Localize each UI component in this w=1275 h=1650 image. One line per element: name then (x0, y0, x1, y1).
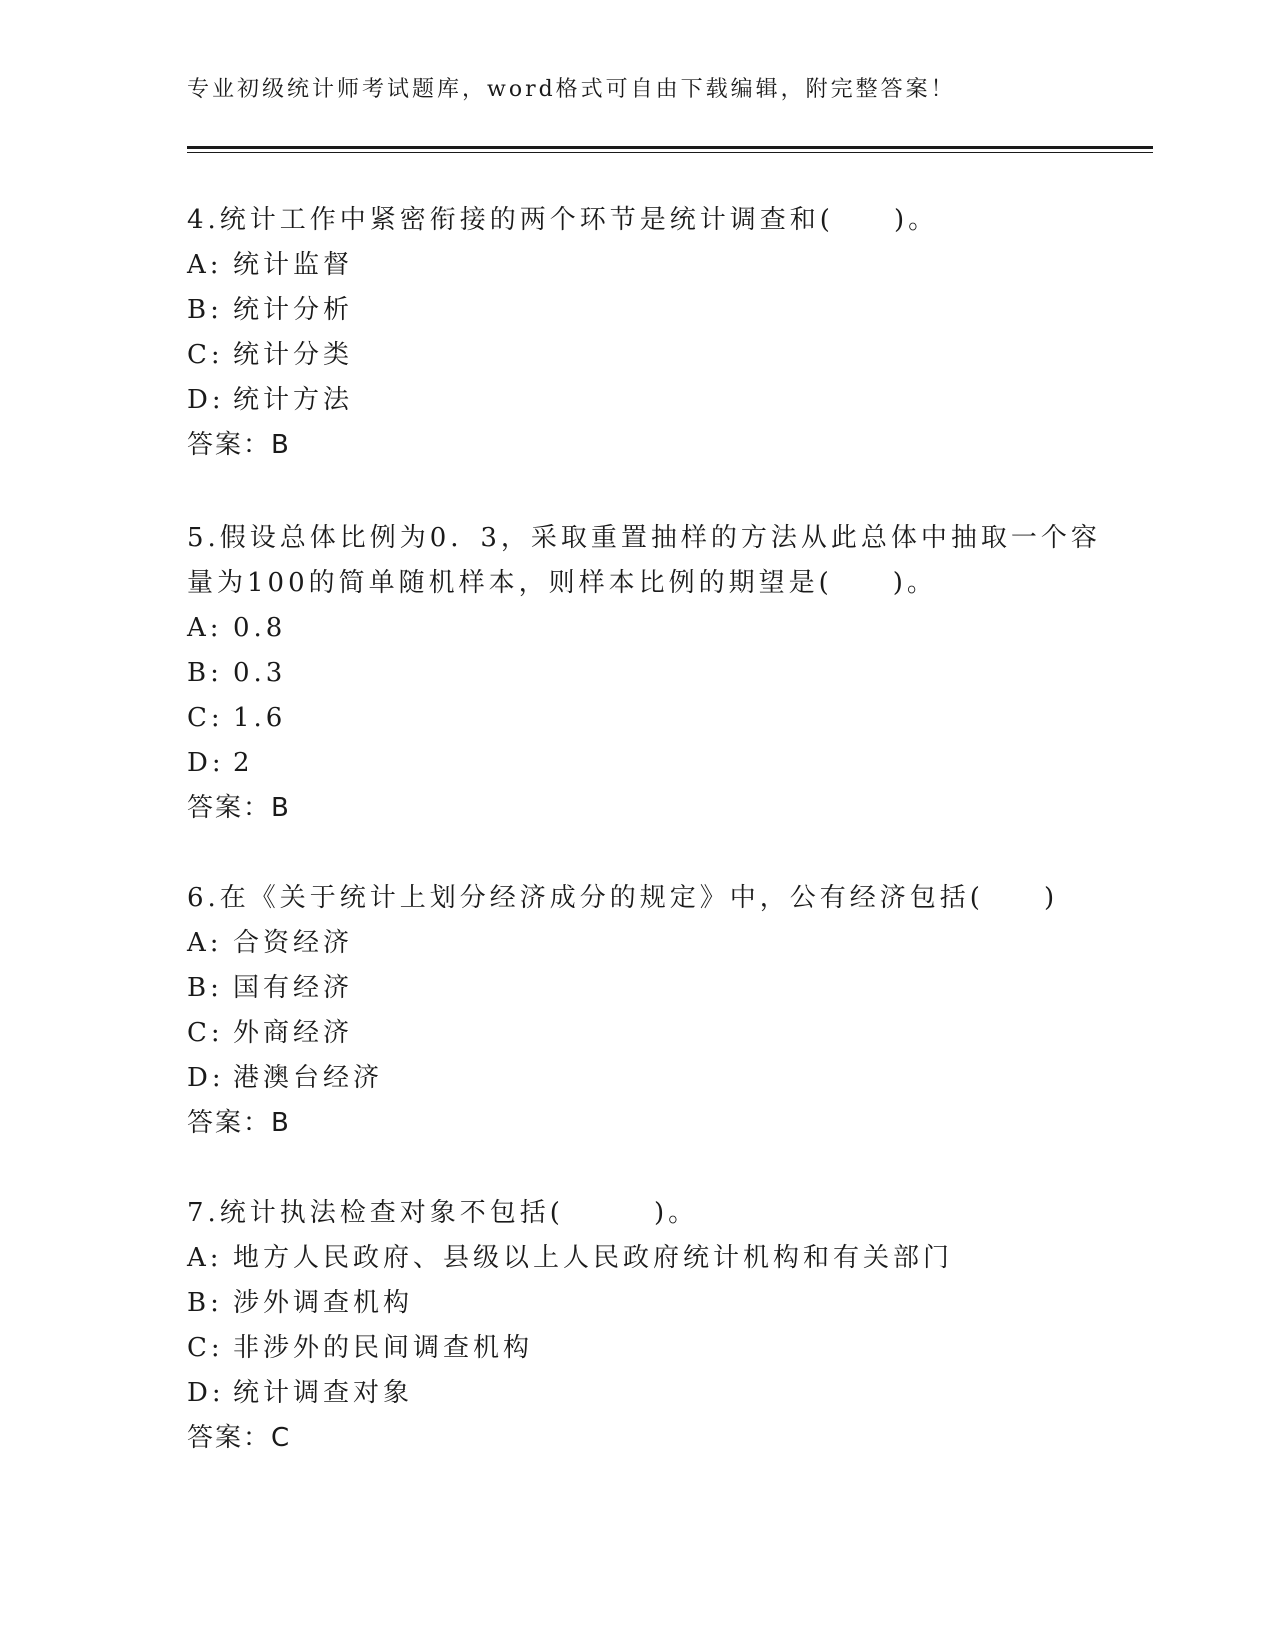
option-key: D: (187, 385, 225, 415)
question-stem: 5.假设总体比例为0．3，采取重置抽样的方法从此总体中抽取一个容量为100的简单随机样本，则样本比例的期望是( )。 (187, 523, 1101, 598)
option-d (187, 741, 1107, 786)
answer-label: 答案： (187, 430, 272, 460)
option-text: 统计分类 (233, 340, 354, 370)
option-c (187, 696, 1107, 741)
option-key: C: (187, 1333, 224, 1363)
answer-line (187, 1416, 1107, 1461)
option-b (187, 1281, 1107, 1326)
answer-value: C (271, 1423, 292, 1453)
option-b (187, 966, 1107, 1011)
answer-label: 答案： (187, 793, 272, 823)
answer-label: 答案： (187, 1423, 272, 1453)
option-key: B: (187, 295, 223, 325)
question-7 (187, 1191, 1107, 1461)
header-rule-thin (187, 152, 1153, 153)
option-d (187, 1056, 1107, 1101)
option-text: 统计调查对象 (233, 1378, 414, 1408)
option-text: 合资经济 (233, 928, 354, 958)
option-key: B: (187, 973, 223, 1003)
question-stem: 4.统计工作中紧密衔接的两个环节是统计调查和( )。 (187, 205, 939, 235)
option-key: A: (187, 613, 223, 643)
option-text: 国有经济 (233, 973, 354, 1003)
question-6 (187, 876, 1107, 1146)
option-text: 外商经济 (233, 1018, 354, 1048)
option-key: C: (187, 1018, 224, 1048)
option-a (187, 606, 1107, 651)
option-d (187, 378, 1107, 423)
option-text: 2 (233, 748, 254, 778)
option-key: C: (187, 703, 224, 733)
option-a (187, 1236, 1107, 1281)
option-a (187, 243, 1107, 288)
option-key: B: (187, 1288, 223, 1318)
option-c (187, 1011, 1107, 1056)
option-key: D: (187, 1378, 225, 1408)
page-header: 专业初级统计师考试题库，word格式可自由下载编辑，附完整答案！ (187, 77, 956, 102)
option-key: C: (187, 340, 224, 370)
option-key: A: (187, 250, 223, 280)
question-4 (187, 198, 1107, 468)
option-text: 统计分析 (233, 295, 354, 325)
header-rule-thick (187, 146, 1153, 149)
option-key: A: (187, 1243, 223, 1273)
answer-value: B (271, 1108, 291, 1138)
answer-line (187, 423, 1107, 468)
question-stem: 7.统计执法检查对象不包括( )。 (187, 1198, 699, 1228)
option-a (187, 921, 1107, 966)
option-c (187, 333, 1107, 378)
answer-line (187, 786, 1107, 831)
option-key: B: (187, 658, 223, 688)
option-text: 非涉外的民间调查机构 (233, 1333, 534, 1363)
option-b (187, 288, 1107, 333)
option-text: 港澳台经济 (233, 1063, 384, 1093)
option-key: D: (187, 1063, 225, 1093)
answer-label: 答案： (187, 1108, 272, 1138)
answer-value: B (271, 793, 291, 823)
option-text: 统计方法 (233, 385, 354, 415)
option-text: 统计监督 (233, 250, 354, 280)
option-text: 0.3 (233, 658, 287, 688)
option-b (187, 651, 1107, 696)
option-c (187, 1326, 1107, 1371)
question-5 (187, 516, 1107, 831)
option-text: 0.8 (233, 613, 287, 643)
option-text: 涉外调查机构 (233, 1288, 414, 1318)
option-d (187, 1371, 1107, 1416)
option-text: 1.6 (233, 703, 287, 733)
option-text: 地方人民政府、县级以上人民政府统计机构和有关部门 (233, 1243, 954, 1273)
answer-value: B (271, 430, 291, 460)
question-stem: 6.在《关于统计上划分经济成分的规定》中，公有经济包括( ) (187, 883, 1059, 913)
answer-line (187, 1101, 1107, 1146)
option-key: A: (187, 928, 223, 958)
option-key: D: (187, 748, 225, 778)
